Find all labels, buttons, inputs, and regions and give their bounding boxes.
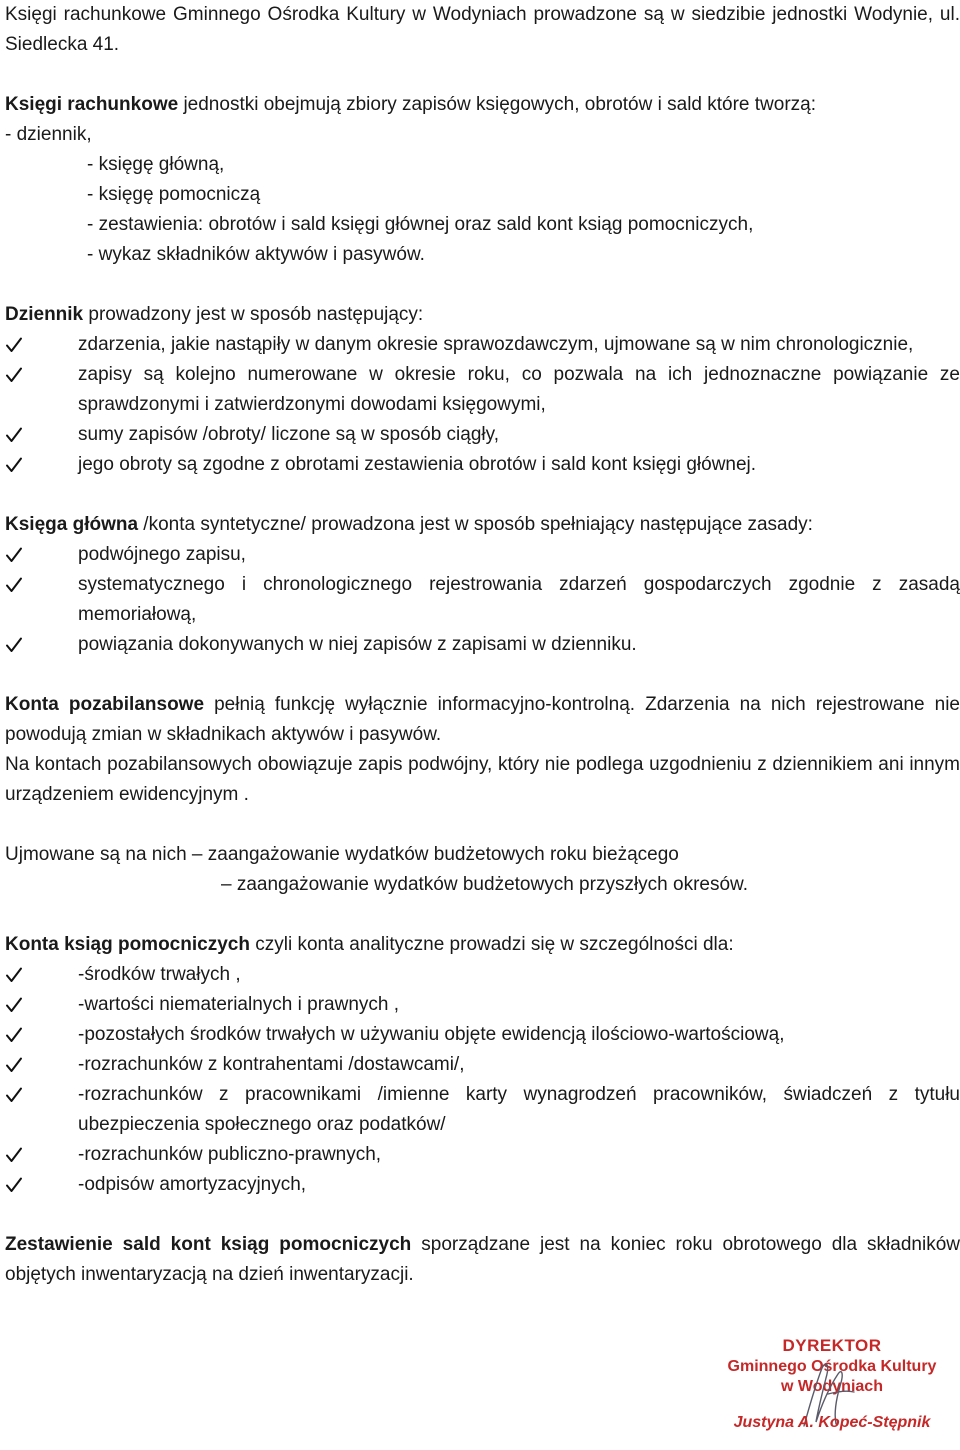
list-item-text: -środków trwałych , [78,964,241,985]
list-item [5,1140,960,1170]
off-balance-heading: Konta pozabilansowe [5,694,205,715]
checkmark-icon [5,1080,25,1110]
list-item [5,570,960,630]
ledgers-item: - zestawienia: obrotów i sald księgi głównej oraz sald kont ksiąg pomocniczych, [87,214,754,235]
list-item-text: -wartości niematerialnych i prawnych , [78,994,400,1015]
list-item [5,540,960,570]
checkmark-icon [5,540,25,570]
off-balance-paragraph [5,690,960,750]
checkmark-icon [5,960,25,990]
subsidiary-heading: Konta ksiąg pomocniczych [5,934,250,955]
general-ledger-heading: Księga główna [5,514,139,535]
summary-paragraph [5,1230,960,1290]
intro-paragraph: Księgi rachunkowe Gminnego Ośrodka Kultury w Wodyniach prowadzone są w siedzibie jednostki Wodynie, ul. Siedlecka 41. [5,4,960,55]
list-item [5,450,960,480]
stamp-title: DYREKTOR [782,1336,882,1355]
checkmark-icon [5,450,25,480]
checkmark-icon [5,990,25,1020]
journal-heading: Dziennik [5,304,84,325]
journal-lead: prowadzony jest w sposób następujący: [83,304,424,325]
general-ledger-list [5,540,960,660]
director-stamp [718,1334,946,1440]
general-ledger-paragraph [5,510,960,540]
off-balance-text: Na kontach pozabilansowych obowiązuje zapis podwójny, który nie podlega uzgodnieniu z dziennikiem ani innym urządzeniem ewidencyjnym . [5,754,960,805]
subsidiary-list [5,960,960,1200]
general-ledger-lead: /konta syntetyczne/ prowadzona jest w sposób spełniający następujące zasady: [138,514,813,535]
document-page [5,0,960,1290]
summary-heading: Zestawienie sald kont ksiąg pomocniczych [5,1234,412,1255]
list-item [5,1170,960,1200]
checkmark-icon [5,1170,25,1200]
checkmark-icon [5,1020,25,1050]
journal-paragraph [5,300,960,330]
list-item [5,330,960,360]
list-item-text: zapisy są kolejno numerowane w okresie roku, co pozwala na ich jednoznaczne powiązanie ze sprawdzonymi i zatwierdzonymi dowodami księgowymi, [78,364,960,415]
list-item [5,1050,960,1080]
stamp-institution: Gminnego Ośrodka Kultury [727,1358,937,1375]
list-item-text: -rozrachunków z kontrahentami /dostawcami/, [78,1054,465,1075]
list-item-text: -rozrachunków publiczno-prawnych, [78,1144,382,1165]
list-item-text: powiązania dokonywanych w niej zapisów z zapisami w dzienniku. [78,634,637,655]
journal-list [5,330,960,480]
list-item-text: -pozostałych środków trwałych w używaniu objęte ewidencją ilościowo-wartościową, [78,1024,785,1045]
list-item-text: systematycznego i chronologicznego rejestrowania zdarzeń gospodarczych zgodnie z zasadą memoriałową, [78,574,960,625]
list-item [5,960,960,990]
stamp-location: w Wodyniach [781,1378,883,1395]
list-item-text: -odpisów amortyzacyjnych, [78,1174,307,1195]
list-item-text: sumy zapisów /obroty/ liczone są w sposób ciągły, [78,424,499,445]
off-balance-lead: pełnią funkcję wyłącznie informacyjno-kontrolną. Zdarzenia na nich rejestrowane nie powodują zmian w składnikach aktywów i pasywów. [5,694,960,745]
list-item [5,990,960,1020]
list-item [5,630,960,660]
commitments-line: – zaangażowanie wydatków budżetowych przyszłych okresów. [221,874,748,895]
commitments-line: Ujmowane są na nich – zaangażowanie wydatków budżetowych roku bieżącego [5,844,679,865]
list-item [5,420,960,450]
list-item-text: jego obroty są zgodne z obrotami zestawienia obrotów i sald kont księgi głównej. [78,454,757,475]
list-item [5,1080,960,1140]
checkmark-icon [5,360,25,390]
ledgers-item: - księgę główną, [87,154,225,175]
checkmark-icon [5,420,25,450]
list-item [5,1020,960,1050]
checkmark-icon [5,570,25,600]
ledgers-paragraph [5,90,960,120]
ledgers-lead: jednostki obejmują zbiory zapisów księgowych, obrotów i sald które tworzą: [178,94,817,115]
checkmark-icon [5,330,25,360]
checkmark-icon [5,1050,25,1080]
ledgers-heading: Księgi rachunkowe [5,94,179,115]
ledgers-item: - dziennik, [5,124,92,145]
ledgers-item: - wykaz składników aktywów i pasywów. [87,244,425,265]
subsidiary-paragraph [5,930,960,960]
checkmark-icon [5,1140,25,1170]
stamp-name: Justyna A. Kopeć-Stępnik [733,1414,931,1431]
ledgers-item: - księgę pomocniczą [87,184,261,205]
list-item [5,360,960,420]
list-item-text: zdarzenia, jakie nastąpiły w danym okresie sprawozdawczym, ujmowane są w nim chronologicznie, [78,334,914,355]
list-item-text: podwójnego zapisu, [78,544,246,565]
summary-lead: sporządzane jest na koniec roku obrotowego dla składników objętych inwentaryzacją na dzień inwentaryzacji. [5,1234,960,1285]
list-item-text: -rozrachunków z pracownikami /imienne karty wynagrodzeń pracowników, świadczeń z tytułu ubezpieczenia społecznego oraz podatków/ [78,1084,960,1135]
checkmark-icon [5,630,25,660]
subsidiary-lead: czyli konta analityczne prowadzi się w szczególności dla: [249,934,734,955]
